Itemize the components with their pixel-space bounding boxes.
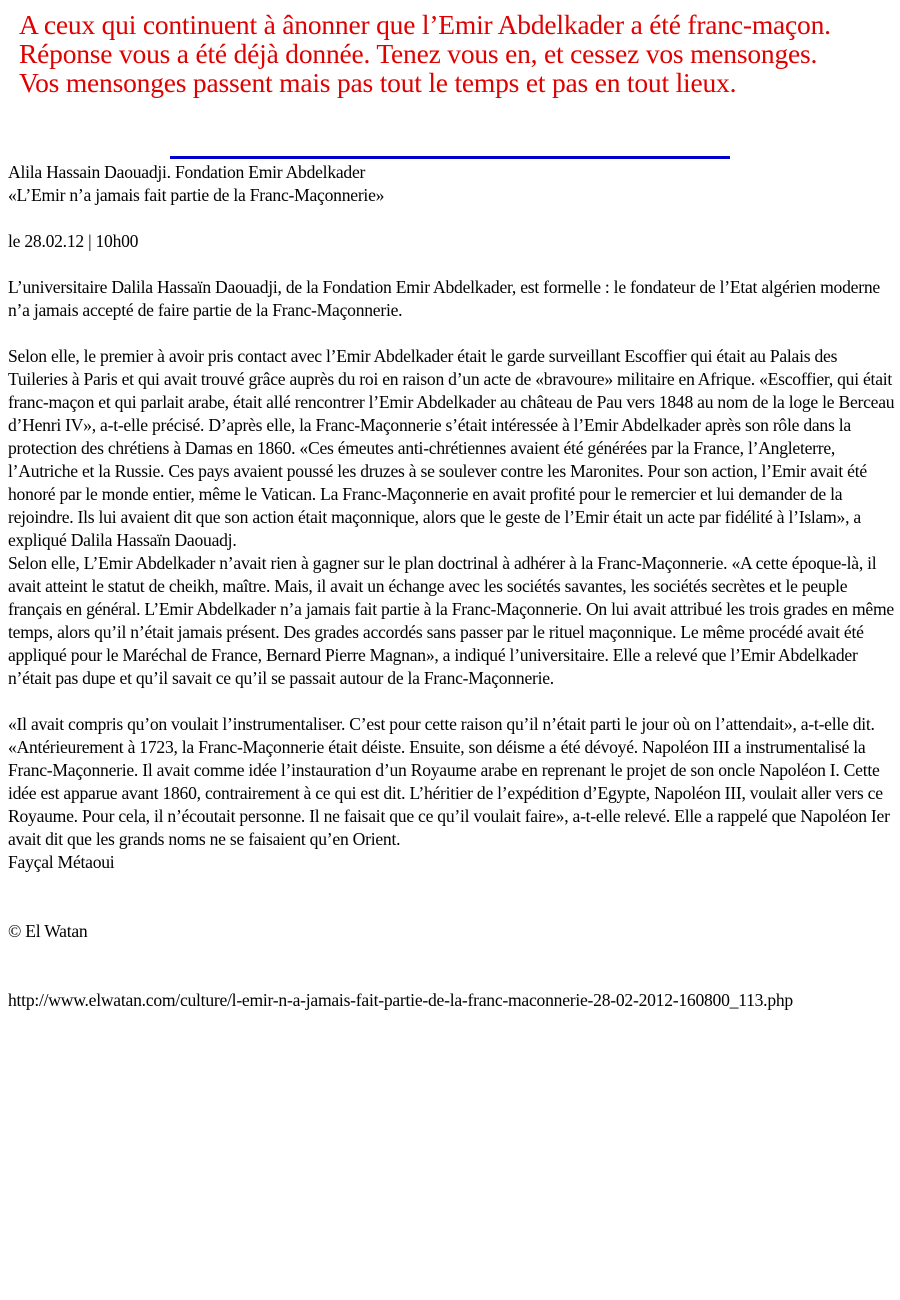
spacer xyxy=(8,253,896,276)
article-body xyxy=(8,161,896,1012)
article-paragraph-2: Selon elle, le premier à avoir pris contact avec l’Emir Abdelkader était le garde surveillant Escoffier qui était au Palais des Tuileries à Paris et qui avait trouvé grâce auprès du roi en raison d’un acte de «bravoure» militaire en Afrique. «Escoffier, qui était franc-maçon et qui parlait arabe, était allé rencontrer l’Emir Abdelkader au château de Pau vers 1848 au nom de la loge le Berceau d’Henri IV», a-t-elle précisé. D’après elle, la Franc-Maçonnerie s’était intéressée à l’Emir Abdelkader après son rôle dans la protection des chrétiens à Damas en 1860. «Ces émeutes anti-chrétiennes avaient été générées par la France, l’Angleterre, l’Autriche et la Russie. Ces pays avaient poussé les druzes à se soulever contre les Maronites. Pour son action, l’Emir avait été honoré par le monde entier, même le Vatican. La Franc-Maçonnerie en avait profité pour le remercier et lui demander de la rejoindre. Ils lui avaient dit que son action était maçonnique, alors que le geste de l’Emir était un acte par fidélité à l’Islam», a expliqué Dalila Hassaïn Daouadj. xyxy=(8,346,895,550)
copyright-notice: © El Watan xyxy=(8,921,88,941)
article-author: Fayçal Métaoui xyxy=(8,852,115,872)
article-title: «L’Emir n’a jamais fait partie de la Franc-Maçonnerie» xyxy=(8,185,385,205)
article-paragraph-1: L’universitaire Dalila Hassaïn Daouadji, de la Fondation Emir Abdelkader, est formelle : le fondateur de l’Etat algérien moderne n’a jamais accepté de faire partie de la Franc-Maçonnerie. xyxy=(8,277,880,320)
article-date: le 28.02.12 | 10h00 xyxy=(8,231,139,251)
banner-line-1: A ceux qui continuent à ânonner que l’Emir Abdelkader a été franc-maçon. Réponse vous a été déjà donnée. Tenez vous en, et cessez vos mensonges. xyxy=(19,9,831,69)
spacer xyxy=(8,874,896,897)
banner-line-2: Vos mensonges passent mais pas tout le temps et pas en tout lieux. xyxy=(19,67,737,98)
spacer xyxy=(8,322,896,345)
spacer xyxy=(8,897,896,920)
spacer xyxy=(8,966,896,989)
source-url[interactable]: http://www.elwatan.com/culture/l-emir-n-a-jamais-fait-partie-de-la-franc-maconnerie-28-02-2012-160800_113.php xyxy=(8,990,793,1010)
spacer xyxy=(8,207,896,230)
article-paragraph-4: «Il avait compris qu’on voulait l’instrumentaliser. C’est pour cette raison qu’il n’était parti le jour où on l’attendait», a-t-elle dit. «Antérieurement à 1723, la Franc-Maçonnerie était déiste. Ensuite, son déisme a été dévoyé. Napoléon III a instrumentalisé la Franc-Maçonnerie. Il avait comme idée l’instauration d’un Royaume arabe en reprenant le projet de son oncle Napoléon I. Cette idée est apparue avant 1860, contrairement à ce qui est dit. L’héritier de l’expédition d’Egypte, Napoléon III, voulait aller vers ce Royaume. Pour cela, il n’écoutait personne. Il ne faisait que ce qu’il voulait faire», a-t-elle relevé. Elle a rappelé que Napoléon Ier avait dit que les grands noms ne se faisaient qu’en Orient. xyxy=(8,714,890,849)
spacer xyxy=(8,943,896,966)
article-paragraph-3: Selon elle, L’Emir Abdelkader n’avait rien à gagner sur le plan doctrinal à adhérer à la Franc-Maçonnerie. «A cette époque-là, il avait atteint le statut de cheikh, maître. Mais, il avait un échange avec les sociétés savantes, les sociétés secrètes et le peuple français en général. L’Emir Abdelkader n’a jamais fait partie à la Franc-Maçonnerie. On lui avait attribué les trois grades en même temps, alors qu’il n’était jamais présent. Des grades accordés sans passer par le rituel maçonnique. Le même procédé avait été appliqué pour le Maréchal de France, Bernard Pierre Magnan», a indiqué l’universitaire. Elle a relevé que l’Emir Abdelkader n’était pas dupe et qu’il savait ce qu’il se passait autour de la Franc-Maçonnerie. xyxy=(8,553,894,688)
blue-divider-line xyxy=(170,156,730,159)
red-banner-note xyxy=(19,10,889,97)
article-byline: Alila Hassain Daouadji. Fondation Emir Abdelkader xyxy=(8,162,366,182)
spacer xyxy=(8,690,896,713)
